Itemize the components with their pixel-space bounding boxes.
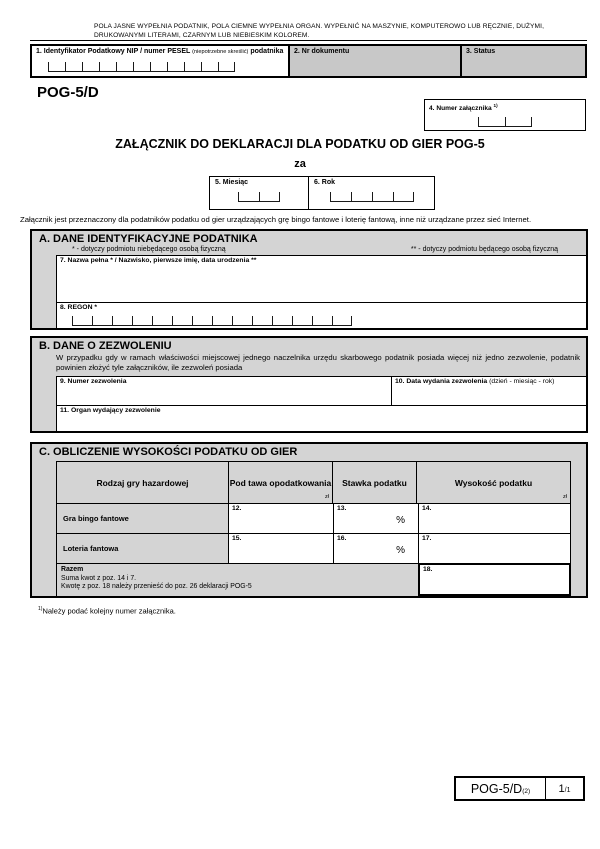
note-individual: ** - dotyczy podmiotu będącego osobą fizyczną xyxy=(410,246,558,253)
filling-instructions xyxy=(94,23,574,40)
field-permit-number[interactable] xyxy=(57,377,392,405)
table-row-bingo xyxy=(57,504,570,534)
cell-14-tax-amount[interactable]: 14. xyxy=(422,505,432,512)
table-header-row xyxy=(57,462,570,504)
nip-pesel-comb-input[interactable] xyxy=(48,62,235,72)
field-status[interactable] xyxy=(462,46,585,76)
field-regon-label: 8. REGON * xyxy=(60,304,98,311)
form-code: POG-5/D xyxy=(37,84,99,101)
footer-form-code-box xyxy=(454,776,585,801)
field-year-label: 6. Rok xyxy=(314,179,336,186)
section-a-title: A. DANE IDENTYFIKACYJNE PODATNIKA xyxy=(39,233,258,245)
purpose-note: Załącznik jest przeznaczony dla podatników podatku od gier urządzających grę bingo fantowe i loterię fantową, inne niż urządzane przez sieć Internet. xyxy=(20,215,532,224)
table-row-total xyxy=(57,564,570,596)
field-month-label: 5. Miesiąc xyxy=(215,179,249,186)
cell-17-tax-amount[interactable]: 17. xyxy=(422,535,432,542)
cell-13-tax-rate[interactable]: 13. % xyxy=(334,504,419,533)
instruction-line-2: DRUKOWANYMI LITERAMI, CZARNYM LUB NIEBIESKIM KOLOREM. xyxy=(94,31,310,39)
currency-unit-label: zł xyxy=(324,494,329,500)
regon-comb-input[interactable] xyxy=(72,316,352,326)
section-c-title: C. OBLICZENIE WYSOKOŚCI PODATKU OD GIER xyxy=(39,446,298,458)
field-regon[interactable] xyxy=(57,303,586,328)
field-year[interactable] xyxy=(309,177,434,209)
table-row-lottery xyxy=(57,534,570,564)
field-permit-number-label: 9. Numer zezwolenia xyxy=(60,378,127,385)
field-attachment-number-label: 4. Numer załącznika $^{1)}$ xyxy=(429,103,498,113)
form-title: ZAŁĄCZNIK DO DEKLARACJI DLA PODATKU OD GIER POG-5 xyxy=(115,137,485,151)
tax-calculation-table xyxy=(56,461,571,596)
field-nip-pesel[interactable] xyxy=(32,46,290,76)
col-header-tax-rate: Stawka podatku xyxy=(333,462,417,503)
field-full-name-label: 7. Nazwa pełna * / Nazwisko, pierwsze imię, data urodzenia ** xyxy=(60,257,257,264)
month-comb-input[interactable] xyxy=(238,192,280,202)
currency-unit-label: zł xyxy=(562,494,567,500)
field-nr-dokumentu-label: 2. Nr dokumentu xyxy=(294,48,350,55)
field-status-label: 3. Status xyxy=(466,48,496,55)
field-month[interactable] xyxy=(210,177,309,209)
section-a-boxes xyxy=(56,255,586,328)
total-note-1: Suma kwot z poz. 14 i 7. xyxy=(61,574,137,582)
header-field-row xyxy=(30,44,587,78)
attachment-number-comb-input[interactable] xyxy=(478,117,532,127)
field-issuing-authority[interactable] xyxy=(57,405,586,431)
section-b xyxy=(30,336,588,433)
field-permit-issue-date-label: 10. Data wydania zezwolenia (dzień - miesiąc - rok) xyxy=(395,378,555,385)
col-header-tax-amount: Wysokość podatku zł xyxy=(454,477,567,500)
field-nip-pesel-label: 1. Identyfikator Podatkowy NIP / numer PESEL (niepotrzebne skreślić) podatnika xyxy=(36,48,284,55)
total-row-label: Razem Suma kwot z poz. 14 i 7. Kwotę z poz. 18 należy przenieść do poz. 26 deklaracji POG-5 xyxy=(57,564,419,596)
cell-15-tax-base[interactable]: 15. xyxy=(229,534,334,563)
footnote-ref-sup: 1) xyxy=(493,103,498,108)
footer-page-number: 1 /1 xyxy=(558,782,571,795)
section-a xyxy=(30,229,588,330)
percent-sign: % xyxy=(396,545,405,556)
period-for-label: za xyxy=(294,158,306,170)
field-permit-issue-date[interactable] xyxy=(392,377,586,405)
cell-16-tax-rate[interactable]: 16. % xyxy=(334,534,419,563)
section-b-boxes xyxy=(56,376,586,431)
instruction-line-1: POLA JASNE WYPEŁNIA PODATNIK, POLA CIEMNE WYPEŁNIA ORGAN. WYPEŁNIĆ NA MASZYNIE, KOMPUTEROWO LUB RĘCZNIE, DUŻYMI, xyxy=(94,23,545,30)
footer-form-code: POG-5/D (2) xyxy=(456,778,546,799)
section-a-notes xyxy=(32,246,586,255)
period-field-row xyxy=(209,176,435,210)
cell-18-total-tax[interactable]: 18. xyxy=(418,563,571,596)
field-nr-dokumentu[interactable] xyxy=(290,46,462,76)
field-issuing-authority-label: 11. Organ wydający zezwolenie xyxy=(60,407,161,414)
footer-form-version: (2) xyxy=(522,788,531,795)
cell-12-tax-base[interactable]: 12. xyxy=(229,504,334,533)
total-note-2: Kwotę z poz. 18 należy przenieść do poz. 26 deklaracji POG-5 xyxy=(61,583,252,591)
top-rule xyxy=(30,40,587,41)
year-comb-input[interactable] xyxy=(330,192,414,202)
field-attachment-number[interactable] xyxy=(424,99,586,131)
section-c xyxy=(30,442,588,598)
section-b-title: B. DANE O ZEZWOLENIU xyxy=(39,340,172,352)
footnote: $^{1)}$Należy podać kolejny numer załącznika. xyxy=(38,606,176,616)
col-header-game-type: Rodzaj gry hazardowej xyxy=(57,462,229,503)
col-header-tax-base: Pod tawa opodatkowania zł xyxy=(229,462,333,503)
note-non-individual: * - dotyczy podmiotu niebędącego osobą fizyczną xyxy=(72,246,226,253)
row-label-lottery: Loteria fantowa xyxy=(57,534,229,563)
percent-sign: % xyxy=(396,515,405,526)
field-full-name[interactable] xyxy=(57,256,586,303)
section-b-note: W przypadku gdy w ramach właściwości miejscowej jednego naczelnika urzędu skarbowego podatnik posiada więcej niż jedno zezwolenie, podatnik powinien złożyć tyle załączników, ile zezwoleń posiada xyxy=(56,353,580,372)
row-label-bingo: Gra bingo fantowe xyxy=(57,504,229,533)
